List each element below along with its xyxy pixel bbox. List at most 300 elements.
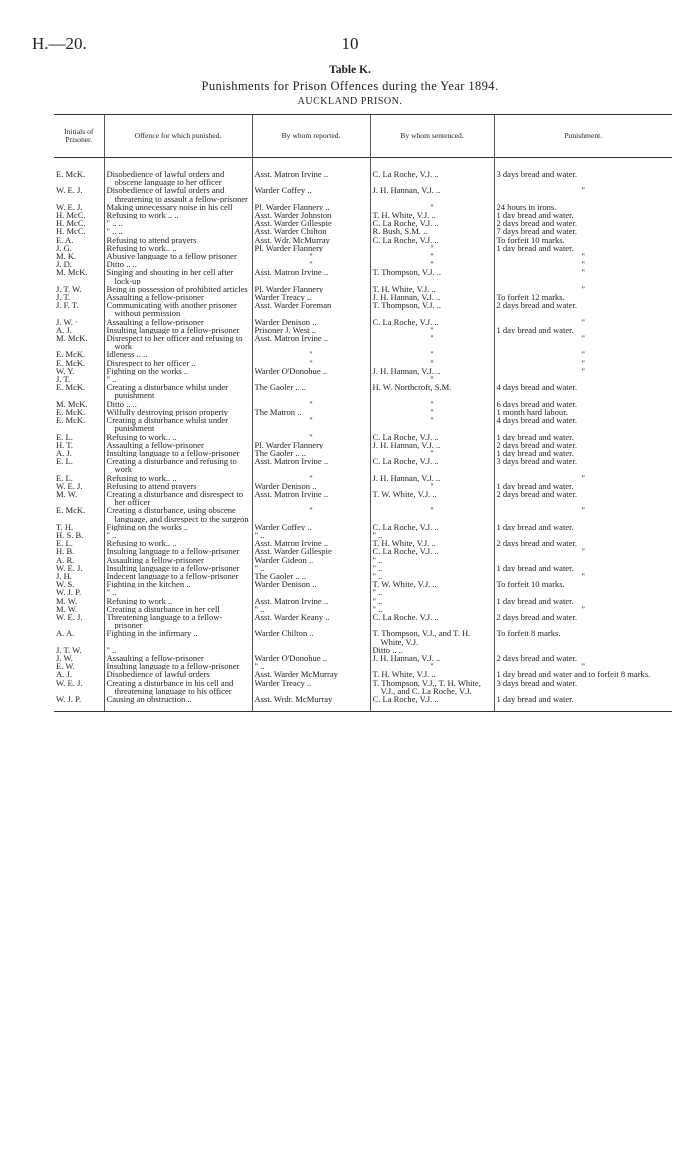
cell-offence: Insulting language to a fellow-prisoner [104, 662, 252, 670]
cell-offence: Wilfully destroying prison property [104, 408, 252, 416]
cell-reported-by: Asst. Warder Foreman [252, 301, 370, 317]
cell-offence: Disrespect to her officer .. [104, 359, 252, 367]
table-row [54, 318, 672, 326]
cell-offence: Refusing to attend prayers [104, 482, 252, 490]
table-row [54, 531, 672, 539]
cell-reported-by: " [252, 359, 370, 367]
cell-offence: Idleness .. .. [104, 350, 252, 358]
table-row [54, 605, 672, 613]
cell-sentenced-by: " .. [370, 572, 494, 580]
page-reference: H.—20. [32, 34, 87, 53]
table-row [54, 654, 672, 662]
table-row [54, 375, 672, 383]
cell-punishment: To forfeit 10 marks. [494, 236, 672, 244]
cell-offence: Creating a disturbance and refusing to work [104, 457, 252, 473]
table-row [54, 441, 672, 449]
cell-sentenced-by: T. H. White, V.J. .. [370, 285, 494, 293]
cell-reported-by: " [252, 416, 370, 432]
cell-initials: T. H. [56, 522, 74, 531]
cell-reported-by: " [252, 474, 370, 482]
cell-punishment: 2 days bread and water. [494, 654, 672, 662]
cell-punishment: " [494, 260, 672, 268]
cell-punishment [494, 375, 672, 383]
cell-sentenced-by: " [370, 506, 494, 522]
table-row [54, 523, 672, 531]
cell-reported-by: " .. [252, 605, 370, 613]
cell-sentenced-by: J. H. Hannan, V.J. .. [370, 654, 494, 662]
cell-initials: H. McC. [56, 227, 86, 236]
cell-reported-by: Warder Coffey .. [252, 186, 370, 202]
cell-offence: Fighting in the kitchen .. [104, 580, 252, 588]
cell-offence: Refusing to work.. .. [104, 433, 252, 441]
cell-offence: Refusing to work .. .. [104, 211, 252, 219]
cell-reported-by: Asst. Warder Johnston [252, 211, 370, 219]
cell-reported-by: Asst. Matron Irvine .. [252, 597, 370, 605]
cell-reported-by: Warder Chilton .. [252, 629, 370, 645]
cell-initials: J. F. T. [56, 301, 79, 311]
cell-punishment: " [494, 334, 672, 350]
cell-sentenced-by: T. H. White, V.J. .. [370, 539, 494, 547]
cell-punishment: 4 days bread and water. [494, 383, 672, 399]
cell-initials: E. L. [56, 432, 73, 441]
cell-punishment: 3 days bread and water. [494, 679, 672, 695]
cell-offence: Assaulting a fellow-prisoner [104, 318, 252, 326]
cell-punishment: 1 day bread and water. [494, 523, 672, 531]
table-row [54, 482, 672, 490]
cell-sentenced-by: H. W. Northcroft, S.M. [370, 383, 494, 399]
cell-initials: W. J. P. [56, 588, 82, 597]
cell-initials: J. W. · [56, 317, 78, 326]
cell-reported-by [252, 646, 370, 654]
cell-reported-by: The Gaoler .. .. [252, 449, 370, 457]
cell-punishment: " [494, 350, 672, 358]
cell-offence: " .. [104, 531, 252, 539]
cell-reported-by: " [252, 506, 370, 522]
cell-sentenced-by: C. La Roche, V.J. .. [370, 219, 494, 227]
table-row [54, 293, 672, 301]
cell-sentenced-by: T. H. White, V.J. .. [370, 211, 494, 219]
table-row [54, 539, 672, 547]
table-body [54, 158, 672, 712]
cell-initials: H. T. [56, 440, 74, 449]
cell-sentenced-by: " [370, 244, 494, 252]
table-row [54, 629, 672, 645]
cell-initials: M. W. [56, 604, 78, 613]
col-header-initials: Initials of Prisoner. [54, 115, 104, 158]
cell-initials: W. E. J. [56, 202, 83, 212]
cell-sentenced-by: C. La Roche. V.J. .. [370, 613, 494, 629]
cell-offence: Creating a disturbance, using obscene language, and disrespect to the surgeon [104, 506, 252, 522]
col-header-reported: By whom reported. [252, 115, 370, 158]
cell-offence: " .. [104, 375, 252, 383]
table-row [54, 613, 672, 629]
table-row [54, 244, 672, 252]
cell-sentenced-by: T. W. White, V.J. .. [370, 580, 494, 588]
table-row [54, 334, 672, 350]
cell-offence: Indecent language to a fellow-prisoner [104, 572, 252, 580]
cell-sentenced-by: " [370, 334, 494, 350]
cell-offence: Disobedience of lawful orders [104, 670, 252, 678]
cell-initials: A. R. [56, 555, 75, 564]
cell-initials: E. W. [56, 662, 75, 671]
page-header [32, 34, 668, 56]
col-header-sentenced: By whom sentenced. [370, 115, 494, 158]
table-row [54, 400, 672, 408]
cell-offence: Singing and shouting in her cell after lock-up [104, 268, 252, 284]
cell-initials: W. E. J. [56, 186, 83, 196]
cell-initials: E. L. [56, 457, 73, 467]
cell-offence: " .. [104, 588, 252, 596]
cell-reported-by: Pl. Warder Flannery [252, 441, 370, 449]
cell-initials: M. McK. [56, 334, 88, 344]
cell-punishment [494, 531, 672, 539]
cell-initials: W. E. J. [56, 481, 83, 490]
cell-sentenced-by: C. La Roche, V.J. .. [370, 318, 494, 326]
cell-sentenced-by: " .. [370, 605, 494, 613]
cell-initials: J. W. [56, 653, 73, 663]
cell-punishment: " [494, 506, 672, 522]
cell-punishment: 6 days bread and water. [494, 400, 672, 408]
cell-punishment: " [494, 367, 672, 375]
cell-punishment: " [494, 318, 672, 326]
cell-sentenced-by: " [370, 662, 494, 670]
cell-offence: Assaulting a fellow-prisoner [104, 441, 252, 449]
cell-punishment: " [494, 572, 672, 580]
cell-punishment: 2 days bread and water. [494, 490, 672, 506]
cell-punishment: 3 days bread and water. [494, 158, 672, 187]
cell-punishment: 1 day bread and water. [494, 564, 672, 572]
table-row [54, 219, 672, 227]
table-row [54, 359, 672, 367]
cell-punishment: 1 day bread and water. [494, 433, 672, 441]
cell-sentenced-by: " [370, 252, 494, 260]
table-row [54, 506, 672, 522]
cell-initials: H. B. [56, 547, 75, 556]
cell-punishment [494, 646, 672, 654]
table-row [54, 572, 672, 580]
cell-sentenced-by: " [370, 482, 494, 490]
cell-punishment: " [494, 186, 672, 202]
cell-offence: Fighting in the infirmary .. [104, 629, 252, 645]
cell-punishment: 1 day bread and water. [494, 695, 672, 712]
table-row [54, 597, 672, 605]
cell-sentenced-by: " [370, 375, 494, 383]
cell-offence: Disobedience of lawful orders and obscene language to her officer [104, 158, 252, 187]
cell-punishment: 3 days bread and water. [494, 457, 672, 473]
cell-sentenced-by: " [370, 408, 494, 416]
cell-punishment: " [494, 252, 672, 260]
cell-sentenced-by: C. La Roche, V.J. .. [370, 695, 494, 712]
cell-offence: Being in possession of prohibited articles [104, 285, 252, 293]
page-number: 10 [341, 34, 359, 53]
cell-reported-by: Asst. Wdr. McMurray [252, 236, 370, 244]
cell-initials: E. McK. [56, 383, 86, 393]
cell-initials: E. McK. [56, 416, 86, 426]
cell-offence: Refusing to work.. .. [104, 539, 252, 547]
cell-punishment: " [494, 285, 672, 293]
cell-reported-by: Asst. Warder Gillespie [252, 547, 370, 555]
cell-offence: Creating a disturbance and disrespect to her officer [104, 490, 252, 506]
cell-reported-by: " .. [252, 564, 370, 572]
cell-offence: Insulting language to a fellow-prisoner [104, 564, 252, 572]
table-row [54, 252, 672, 260]
cell-offence: Creating a disturbance in her cell [104, 605, 252, 613]
cell-punishment: " [494, 359, 672, 367]
cell-offence: Disobedience of lawful orders and threatening to assault a fellow-prisoner [104, 186, 252, 202]
cell-reported-by: Warder O'Donohue .. [252, 654, 370, 662]
table-row [54, 588, 672, 596]
cell-punishment [494, 588, 672, 596]
cell-reported-by: Asst. Warder Chilton [252, 227, 370, 235]
table-row [54, 556, 672, 564]
col-header-punishment: Punishment. [494, 115, 672, 158]
cell-initials: E. McK. [56, 407, 86, 417]
cell-punishment: 1 day bread and water. [494, 482, 672, 490]
cell-offence: Refusing to work .. [104, 597, 252, 605]
cell-sentenced-by: " [370, 359, 494, 367]
cell-reported-by: Asst. Wrdr. McMurray [252, 695, 370, 712]
cell-reported-by: Asst. Matron Irvine .. [252, 457, 370, 473]
cell-punishment: To forfeit 12 marks. [494, 293, 672, 301]
cell-offence: Ditto .. .. [104, 400, 252, 408]
cell-initials: M. W. [56, 489, 78, 499]
table-row [54, 367, 672, 375]
cell-reported-by: Warder Gideon .. [252, 556, 370, 564]
table-row [54, 457, 672, 473]
cell-offence: Fighting on the works .. [104, 367, 252, 375]
cell-sentenced-by: R. Bush, S.M. .. [370, 227, 494, 235]
table-row [54, 416, 672, 432]
cell-punishment: 2 days bread and water. [494, 441, 672, 449]
cell-reported-by: " [252, 400, 370, 408]
cell-reported-by: Prisoner J. West .. [252, 326, 370, 334]
table-row [54, 268, 672, 284]
cell-offence: Assaulting a fellow-prisoner [104, 556, 252, 564]
cell-reported-by: Warder Denison .. [252, 580, 370, 588]
cell-offence: Communicating with another prisoner without permission [104, 301, 252, 317]
cell-reported-by: The Gaoler .. .. [252, 383, 370, 399]
cell-sentenced-by: T. H. White, V.J. .. [370, 670, 494, 678]
cell-offence: Creating a disturbance in his cell and threatening language to his officer [104, 679, 252, 695]
cell-offence: Assaulting a fellow-prisoner [104, 293, 252, 301]
cell-sentenced-by: " [370, 203, 494, 211]
cell-offence: Abusive language to a fellow prisoner [104, 252, 252, 260]
cell-initials: J. T. W. [56, 645, 82, 654]
table-row [54, 227, 672, 235]
cell-punishment: " [494, 268, 672, 284]
cell-initials: W. E. J. [56, 678, 83, 688]
cell-sentenced-by: C. La Roche, V.J. .. [370, 158, 494, 187]
cell-reported-by: Asst. Matron Irvine .. [252, 539, 370, 547]
cell-reported-by: Warder Coffey .. [252, 523, 370, 531]
cell-sentenced-by: J. H. Hannan, V.J. .. [370, 474, 494, 482]
cell-reported-by: Warder Denison .. [252, 318, 370, 326]
cell-sentenced-by: J. H. Hannan, V.J. .. [370, 186, 494, 202]
cell-sentenced-by: " [370, 449, 494, 457]
cell-sentenced-by: Ditto .. .. [370, 646, 494, 654]
cell-offence: Causing an obstruction .. [104, 695, 252, 712]
punishments-table [54, 114, 672, 712]
cell-sentenced-by: C. La Roche, V.J. .. [370, 547, 494, 555]
cell-initials: J. T. W. [56, 284, 82, 294]
cell-sentenced-by: T. Thompson, V.J., and T. H. White, V.J. [370, 629, 494, 645]
cell-sentenced-by: C. La Roche, V.J. .. [370, 523, 494, 531]
cell-initials: J. T. [56, 293, 71, 302]
cell-reported-by: The Matron .. [252, 408, 370, 416]
cell-punishment: 1 day bread and water. [494, 597, 672, 605]
cell-reported-by: " [252, 433, 370, 441]
table-title: Table K. [329, 64, 371, 76]
table-row [54, 285, 672, 293]
cell-sentenced-by: T. Thompson, V.J. .. [370, 301, 494, 317]
cell-reported-by [252, 375, 370, 383]
cell-initials: J. D. [56, 260, 72, 269]
cell-punishment: 1 day bread and water. [494, 326, 672, 334]
cell-reported-by: Pl. Warder Flannery [252, 244, 370, 252]
cell-sentenced-by: J. H. Hannan, V.J. .. [370, 293, 494, 301]
cell-reported-by: Pl. Warder Flannery .. [252, 203, 370, 211]
cell-initials: E. L. [56, 473, 73, 482]
cell-sentenced-by: T. Thompson, V.J., T. H. White, V.J., and C. La Roche, V.J. [370, 679, 494, 695]
cell-initials: H. McC. [56, 219, 86, 228]
cell-sentenced-by: T. W. White, V.J. .. [370, 490, 494, 506]
table-row [54, 662, 672, 670]
cell-sentenced-by: " .. [370, 597, 494, 605]
table-row [54, 260, 672, 268]
table-row [54, 186, 672, 202]
table-row [54, 211, 672, 219]
cell-sentenced-by: " [370, 416, 494, 432]
cell-sentenced-by: " .. [370, 531, 494, 539]
cell-sentenced-by: C. La Roche, V.J. .. [370, 457, 494, 473]
cell-offence: Creating a disturbance whilst under punishment [104, 383, 252, 399]
cell-initials: E. McK. [56, 506, 86, 516]
cell-punishment: " [494, 605, 672, 613]
cell-punishment [494, 556, 672, 564]
cell-punishment: 24 hours in irons. [494, 203, 672, 211]
cell-initials: M. McK. [56, 268, 88, 278]
cell-reported-by: The Gaoler .. .. [252, 572, 370, 580]
cell-sentenced-by: T. Thompson, V.J. .. [370, 268, 494, 284]
cell-reported-by: Warder Denison .. [252, 482, 370, 490]
cell-punishment: " [494, 547, 672, 555]
cell-reported-by: Warder Treacy .. [252, 293, 370, 301]
cell-punishment: " [494, 474, 672, 482]
cell-punishment: 7 days bread and water. [494, 227, 672, 235]
cell-punishment: 1 day bread and water and to forfeit 8 marks. [494, 670, 672, 678]
cell-offence: Creating a disturbance whilst under punishment [104, 416, 252, 432]
cell-offence: Assaulting a fellow-prisoner [104, 654, 252, 662]
table-row [54, 433, 672, 441]
table-subtitle: Punishments for Prison Offences during the Year 1894. [201, 79, 499, 93]
cell-initials: W. E. J. [56, 563, 83, 572]
cell-reported-by: Warder O'Donohue .. [252, 367, 370, 375]
col-header-offence: Offence for which punished. [104, 115, 252, 158]
table-row [54, 580, 672, 588]
cell-initials: E. A. [56, 235, 74, 244]
cell-offence: " .. .. [104, 227, 252, 235]
cell-punishment: 2 days bread and water. [494, 539, 672, 547]
cell-sentenced-by: " [370, 326, 494, 334]
cell-offence: Insulting language to a fellow-prisoner [104, 449, 252, 457]
table-row [54, 564, 672, 572]
table-header-row [54, 115, 672, 158]
cell-initials: M. K. [56, 252, 77, 261]
cell-initials: W. S. [56, 580, 75, 589]
cell-initials: W. J. P. [54, 695, 104, 712]
cell-sentenced-by: " .. [370, 556, 494, 564]
cell-reported-by: Warder Treacy .. [252, 679, 370, 695]
cell-punishment: 1 day bread and water. [494, 244, 672, 252]
cell-reported-by: " [252, 350, 370, 358]
cell-reported-by: Asst. Warder Keany .. [252, 613, 370, 629]
cell-reported-by: Asst. Warder Gillespie [252, 219, 370, 227]
cell-initials: E. McK. [56, 169, 86, 179]
cell-sentenced-by: " .. [370, 564, 494, 572]
cell-reported-by: " .. [252, 531, 370, 539]
cell-offence: Disrespect to her officer and refusing to work [104, 334, 252, 350]
cell-reported-by: Asst. Matron Irvine .. [252, 490, 370, 506]
cell-offence: Fighting on the works .. [104, 523, 252, 531]
table-row [54, 326, 672, 334]
table-row [54, 670, 672, 678]
cell-punishment: 2 days bread and water. [494, 613, 672, 629]
cell-offence: Ditto .. .. [104, 260, 252, 268]
cell-initials: M. W. [56, 596, 78, 605]
table-row [54, 646, 672, 654]
cell-reported-by: " [252, 252, 370, 260]
cell-sentenced-by: J. H. Hannan, V.J. .. [370, 367, 494, 375]
cell-initials: W. Y. [56, 366, 75, 376]
cell-reported-by: Pl. Warder Flannery [252, 285, 370, 293]
cell-punishment: 2 days bread and water. [494, 219, 672, 227]
table-row [54, 695, 672, 712]
cell-initials: J. T. [56, 375, 71, 384]
cell-reported-by: Asst. Matron Irvine .. [252, 334, 370, 350]
table-row [54, 158, 672, 187]
cell-offence: Refusing to work.. .. [104, 474, 252, 482]
cell-initials: J. H. [56, 571, 72, 581]
cell-offence: Insulting language to a fellow-prisoner [104, 326, 252, 334]
cell-reported-by: " .. [252, 662, 370, 670]
cell-punishment: To forfeit 8 marks. [494, 629, 672, 645]
cell-sentenced-by: C. La Roche, V.J. .. [370, 236, 494, 244]
cell-punishment: To forfeit 10 marks. [494, 580, 672, 588]
cell-sentenced-by: J. H. Hannan, V.J. .. [370, 441, 494, 449]
table-row [54, 236, 672, 244]
table-row [54, 490, 672, 506]
table-row [54, 350, 672, 358]
cell-offence: Refusing to work.. .. [104, 244, 252, 252]
cell-initials: A. J. [56, 670, 72, 679]
cell-initials: A. J. [56, 325, 72, 335]
cell-reported-by: Asst. Matron Irvine .. [252, 268, 370, 284]
table-row [54, 203, 672, 211]
table-row [54, 679, 672, 695]
cell-initials: J. G. [56, 243, 72, 253]
cell-initials: E. L. [56, 539, 73, 548]
cell-offence: " .. [104, 646, 252, 654]
cell-punishment: 1 day bread and water. [494, 211, 672, 219]
table-row [54, 383, 672, 399]
cell-initials: A. J. [56, 448, 72, 458]
cell-punishment: " [494, 662, 672, 670]
cell-punishment: 1 month hard labour. [494, 408, 672, 416]
cell-initials: E. McK. [56, 358, 86, 367]
prison-name: AUCKLAND PRISON. [297, 96, 403, 107]
cell-offence: Making unnecessary noise in his cell [104, 203, 252, 211]
cell-initials: W. E. J. [56, 612, 83, 622]
